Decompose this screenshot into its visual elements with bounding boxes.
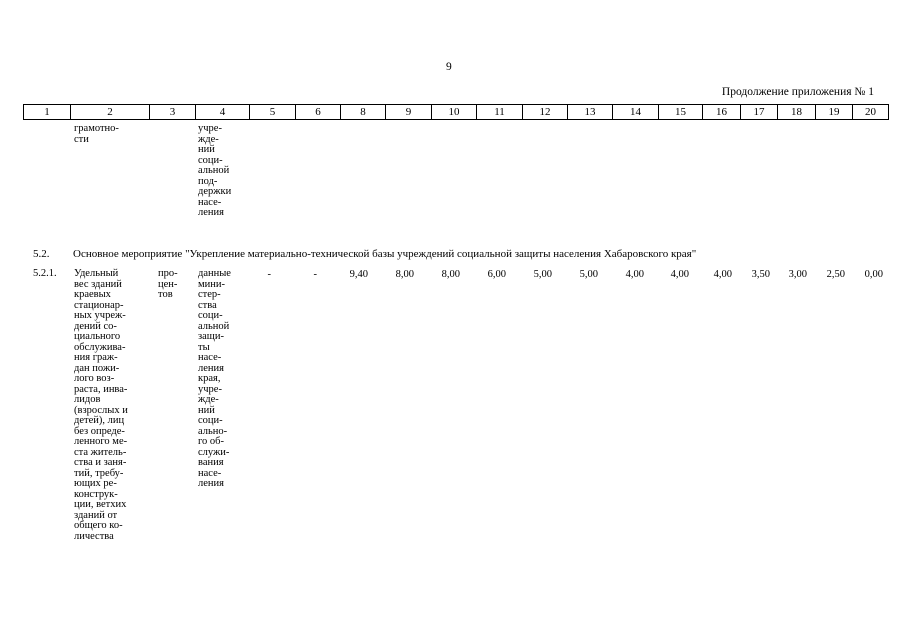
column-number-6: 6 xyxy=(296,105,341,120)
continuation-source-text: учре- жде- ний соци- альной под- держки насе- ления xyxy=(198,123,232,218)
column-number-8: 8 xyxy=(341,105,386,120)
section-number: 5.2. xyxy=(33,248,50,260)
column-number-12: 12 xyxy=(523,105,568,120)
value-col-13: 5,00 xyxy=(579,269,598,280)
row-number: 5.2.1. xyxy=(33,268,57,279)
value-col-17: 3,50 xyxy=(751,269,770,280)
row-unit: про- цен- тов xyxy=(158,268,178,300)
appendix-continuation-note: Продолжение приложения № 1 xyxy=(721,86,874,98)
column-number-18: 18 xyxy=(778,105,816,120)
column-number-10: 10 xyxy=(432,105,477,120)
value-col-12: 5,00 xyxy=(533,269,552,280)
row-source: данные мини- стер- ства соци- альной защи- ты насе- ления края, учре- жде- ний соци- ально- го об- служи- вания насе- ления xyxy=(198,268,231,489)
column-number-19: 19 xyxy=(816,105,853,120)
column-number-11: 11 xyxy=(477,105,523,120)
column-number-1: 1 xyxy=(24,105,71,120)
value-col-6: - xyxy=(313,269,317,280)
column-number-9: 9 xyxy=(386,105,432,120)
value-col-15: 4,00 xyxy=(670,269,689,280)
column-number-5: 5 xyxy=(250,105,296,120)
column-number-13: 13 xyxy=(568,105,613,120)
column-number-header xyxy=(23,104,889,120)
value-col-11: 6,00 xyxy=(487,269,506,280)
value-col-16: 4,00 xyxy=(713,269,732,280)
column-number-17: 17 xyxy=(741,105,778,120)
row-indicator: Удельный вес зданий краевых стационар- ных учреж- дений со- циального обслужива- ния граж- дан пожи- лого воз- раста, инва- лидов (взрослых и детей), лиц без опреде- ленного ме- ста житель- ства и заня- тий, требу- ющих ре- конструк- ции, ветхих зданий от общего ко- личества xyxy=(74,268,128,542)
section-title: Основное мероприятие "Укрепление материально-технической базы учреждений социальной защиты населения Хабаровского края" xyxy=(73,248,697,260)
column-number-14: 14 xyxy=(613,105,659,120)
column-number-15: 15 xyxy=(659,105,703,120)
column-number-4: 4 xyxy=(196,105,250,120)
value-col-19: 2,50 xyxy=(826,269,845,280)
column-number-2: 2 xyxy=(71,105,150,120)
continuation-indicator-text: грамотно- сти xyxy=(74,123,119,145)
value-col-10: 8,00 xyxy=(441,269,460,280)
column-number-20: 20 xyxy=(853,105,889,120)
value-col-20: 0,00 xyxy=(864,269,883,280)
value-col-18: 3,00 xyxy=(788,269,807,280)
value-col-9: 8,00 xyxy=(395,269,414,280)
page-number: 9 xyxy=(446,61,452,73)
column-number-3: 3 xyxy=(150,105,196,120)
value-col-8: 9,40 xyxy=(349,269,368,280)
value-col-5: - xyxy=(267,269,271,280)
value-col-14: 4,00 xyxy=(625,269,644,280)
column-number-16: 16 xyxy=(703,105,741,120)
